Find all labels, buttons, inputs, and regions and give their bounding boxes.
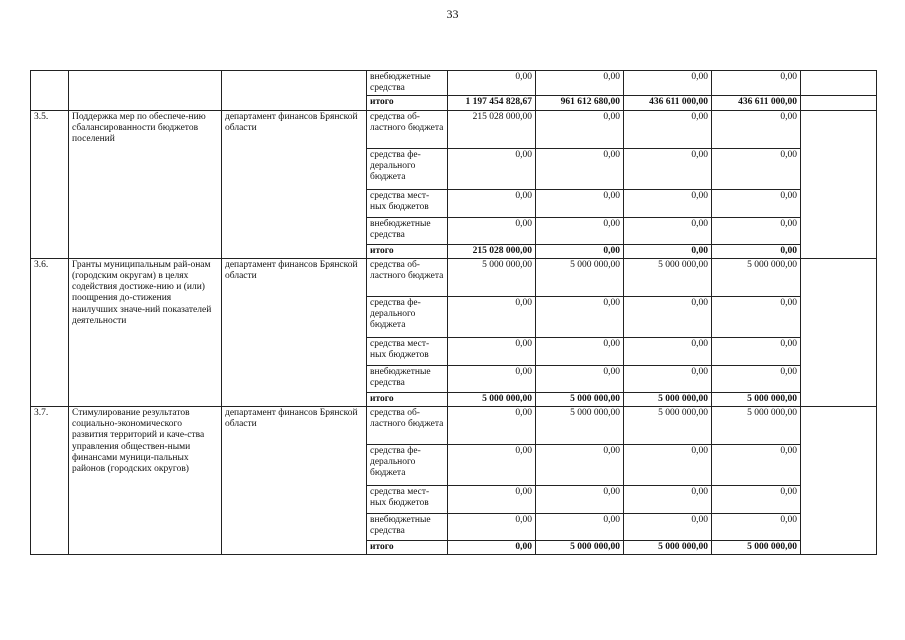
amount-cell: 0,00 <box>536 110 624 148</box>
amount-cell: 0,00 <box>712 514 801 541</box>
amount-cell: 0,00 <box>712 244 801 258</box>
amount-cell: 0,00 <box>536 445 624 486</box>
notes-cell <box>801 110 877 258</box>
amount-cell: 5 000 000,00 <box>536 392 624 406</box>
amount-cell: 5 000 000,00 <box>712 541 801 555</box>
notes-cell <box>801 258 877 406</box>
executor-cell <box>222 71 367 111</box>
amount-cell: 0,00 <box>536 514 624 541</box>
amount-cell: 0,00 <box>712 296 801 337</box>
amount-cell: 0,00 <box>448 365 536 392</box>
amount-cell: 215 028 000,00 <box>448 244 536 258</box>
budget-table-body <box>31 71 877 555</box>
amount-cell: 0,00 <box>536 189 624 217</box>
amount-cell: 0,00 <box>624 445 712 486</box>
table-row <box>31 110 877 148</box>
amount-cell: 0,00 <box>712 365 801 392</box>
amount-cell: 0,00 <box>712 71 801 96</box>
amount-cell: 5 000 000,00 <box>624 392 712 406</box>
item-number: 3.7. <box>31 407 69 555</box>
funding-source-cell: средства фе-дерального бюджета <box>367 148 448 189</box>
amount-cell: 0,00 <box>712 189 801 217</box>
item-executor: департамент финансов Брянской области <box>222 407 367 555</box>
amount-cell: 0,00 <box>712 445 801 486</box>
amount-cell: 5 000 000,00 <box>536 541 624 555</box>
amount-cell: 0,00 <box>536 217 624 244</box>
amount-cell: 0,00 <box>448 296 536 337</box>
amount-cell: 5 000 000,00 <box>624 541 712 555</box>
funding-source-cell: итого <box>367 392 448 406</box>
amount-cell: 0,00 <box>448 71 536 96</box>
amount-cell: 961 612 680,00 <box>536 96 624 110</box>
item-executor: департамент финансов Брянской области <box>222 258 367 406</box>
funding-source-cell: средства фе-дерального бюджета <box>367 445 448 486</box>
funding-source-cell: внебюджетные средства <box>367 365 448 392</box>
notes-cell <box>801 407 877 555</box>
amount-cell: 0,00 <box>712 217 801 244</box>
funding-source-cell: средства мест-ных бюджетов <box>367 486 448 514</box>
page-number: 33 <box>446 7 459 21</box>
amount-cell: 5 000 000,00 <box>624 407 712 445</box>
notes-cell <box>801 71 877 96</box>
budget-table <box>30 70 877 555</box>
amount-cell: 215 028 000,00 <box>448 110 536 148</box>
amount-cell: 0,00 <box>536 365 624 392</box>
amount-cell: 0,00 <box>536 148 624 189</box>
funding-source-cell: средства об-ластного бюджета <box>367 258 448 296</box>
table-row <box>31 71 877 96</box>
amount-cell: 0,00 <box>624 217 712 244</box>
table-row <box>31 407 877 445</box>
amount-cell: 0,00 <box>536 244 624 258</box>
amount-cell: 436 611 000,00 <box>624 96 712 110</box>
amount-cell: 0,00 <box>448 189 536 217</box>
item-number: 3.6. <box>31 258 69 406</box>
funding-source-cell: средства мест-ных бюджетов <box>367 337 448 365</box>
funding-source-cell: внебюджетные средства <box>367 514 448 541</box>
amount-cell: 0,00 <box>624 296 712 337</box>
amount-cell: 0,00 <box>536 71 624 96</box>
amount-cell: 5 000 000,00 <box>448 392 536 406</box>
amount-cell: 0,00 <box>448 217 536 244</box>
amount-cell: 436 611 000,00 <box>712 96 801 110</box>
funding-source-cell: итого <box>367 541 448 555</box>
amount-cell: 0,00 <box>624 148 712 189</box>
amount-cell: 0,00 <box>624 110 712 148</box>
amount-cell: 0,00 <box>624 486 712 514</box>
item-title: Гранты муниципальным рай-онам (городским округам) в целях содействия достиже-нию и (или) поощрения до-стижения наилучших значе-ний показателей деятельности <box>69 258 222 406</box>
amount-cell: 0,00 <box>712 337 801 365</box>
funding-source-cell: средства об-ластного бюджета <box>367 110 448 148</box>
notes-cell <box>801 96 877 110</box>
amount-cell: 0,00 <box>448 541 536 555</box>
amount-cell: 5 000 000,00 <box>712 407 801 445</box>
amount-cell: 5 000 000,00 <box>448 258 536 296</box>
amount-cell: 5 000 000,00 <box>536 258 624 296</box>
funding-source-cell: средства мест-ных бюджетов <box>367 189 448 217</box>
item-number: 3.5. <box>31 110 69 258</box>
amount-cell: 5 000 000,00 <box>712 258 801 296</box>
amount-cell: 0,00 <box>624 337 712 365</box>
amount-cell: 0,00 <box>712 486 801 514</box>
amount-cell: 0,00 <box>624 244 712 258</box>
amount-cell: 5 000 000,00 <box>536 407 624 445</box>
item-title: Поддержка мер по обеспече-нию сбалансированности бюджетов поселений <box>69 110 222 258</box>
amount-cell: 0,00 <box>624 365 712 392</box>
amount-cell: 5 000 000,00 <box>712 392 801 406</box>
number-cell <box>31 71 69 111</box>
funding-source-cell: итого <box>367 96 448 110</box>
amount-cell: 0,00 <box>712 148 801 189</box>
table-row <box>31 258 877 296</box>
amount-cell: 0,00 <box>448 407 536 445</box>
amount-cell: 5 000 000,00 <box>624 258 712 296</box>
amount-cell: 0,00 <box>448 486 536 514</box>
amount-cell: 1 197 454 828,67 <box>448 96 536 110</box>
item-executor: департамент финансов Брянской области <box>222 110 367 258</box>
item-title: Стимулирование результатов социально-экономического развития территорий и каче-ства управления обществен-ными финансами муници-пальных районов (городских округов) <box>69 407 222 555</box>
amount-cell: 0,00 <box>448 148 536 189</box>
amount-cell: 0,00 <box>624 514 712 541</box>
amount-cell: 0,00 <box>712 110 801 148</box>
amount-cell: 0,00 <box>624 189 712 217</box>
funding-source-cell: средства об-ластного бюджета <box>367 407 448 445</box>
amount-cell: 0,00 <box>536 296 624 337</box>
title-cell <box>69 71 222 111</box>
funding-source-cell: средства фе-дерального бюджета <box>367 296 448 337</box>
amount-cell: 0,00 <box>536 486 624 514</box>
funding-source-cell: итого <box>367 244 448 258</box>
funding-source-cell: внебюджетные средства <box>367 71 448 96</box>
amount-cell: 0,00 <box>448 514 536 541</box>
amount-cell: 0,00 <box>624 71 712 96</box>
amount-cell: 0,00 <box>448 445 536 486</box>
amount-cell: 0,00 <box>448 337 536 365</box>
amount-cell: 0,00 <box>536 337 624 365</box>
funding-source-cell: внебюджетные средства <box>367 217 448 244</box>
